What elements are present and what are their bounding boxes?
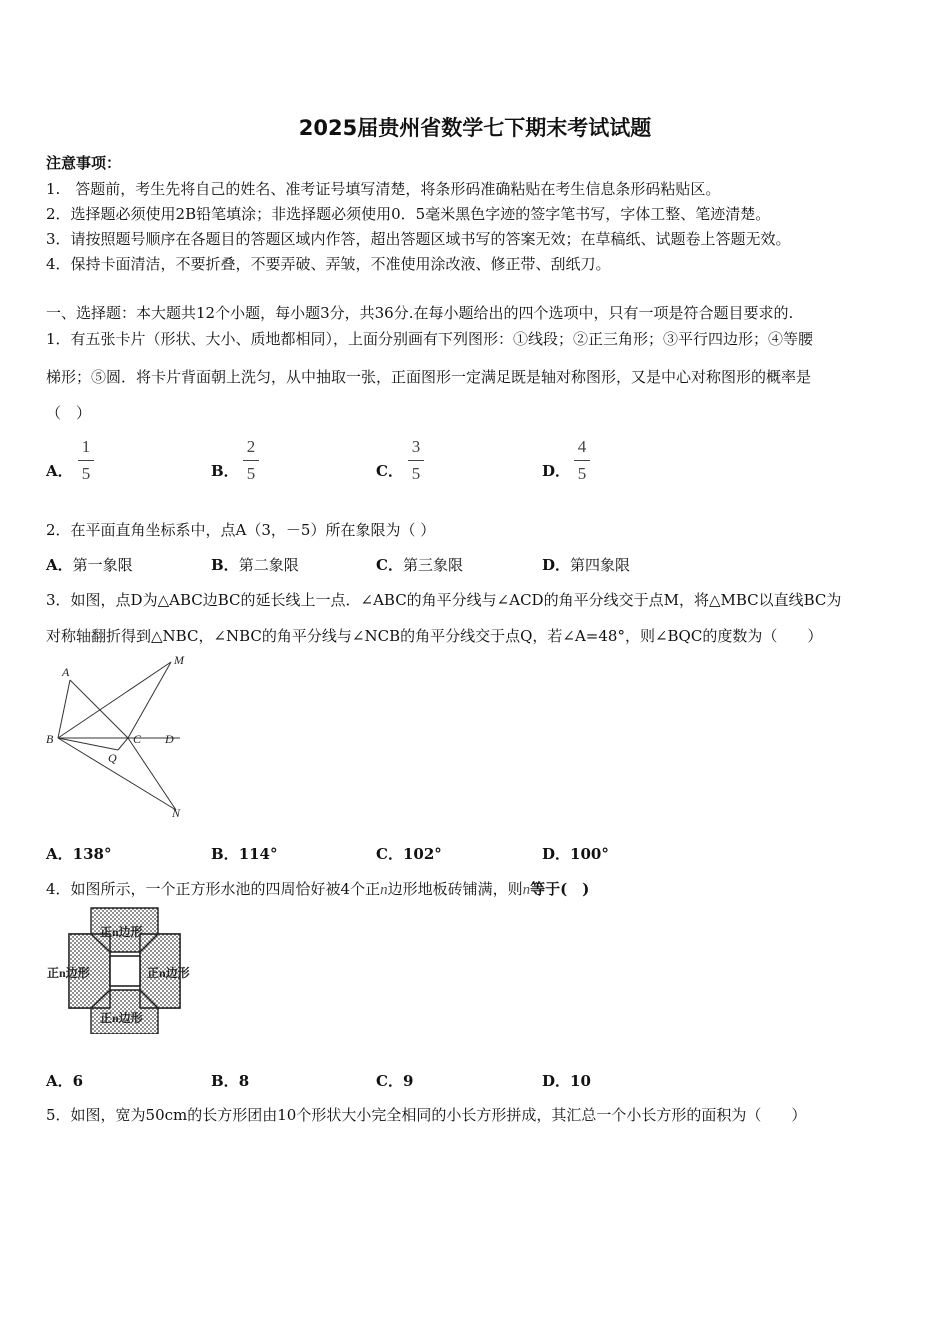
q2-option-a-text: 第一象限 bbox=[72, 556, 133, 574]
segment-cn bbox=[128, 738, 176, 810]
notice-heading: 注意事项： bbox=[46, 154, 122, 172]
q4-option-c-text: 9 bbox=[402, 1072, 414, 1090]
fraction-bar bbox=[243, 460, 259, 461]
q3-geometry-figure bbox=[40, 652, 200, 822]
q2-option-c-text: 第三象限 bbox=[402, 556, 463, 574]
q2-stem: 2．在平面直角坐标系中，点A（3，－5）所在象限为（ ） bbox=[46, 521, 436, 539]
q1-options bbox=[46, 436, 906, 486]
segment-bn bbox=[58, 738, 176, 810]
q4-stem-part-b: 边形地板砖铺满，则 bbox=[387, 880, 523, 898]
q1-stem-line1: 1．有五张卡片（形状、大小、质地都相同），上面分别画有下列图形：①线段；②正三角形；③平行四边形；④等腰 bbox=[46, 330, 814, 348]
q3-stem-line2: 对称轴翻折得到△NBC，∠NBC的角平分线与∠NCB的角平分线交于点Q，若∠A=48°，则∠BQC的度数为（ ） bbox=[46, 627, 823, 645]
fraction-denominator: 5 bbox=[81, 464, 91, 483]
label-a: A bbox=[62, 665, 70, 679]
segment-cq bbox=[118, 738, 128, 750]
fraction-denominator: 5 bbox=[411, 464, 421, 483]
q4-option-d[interactable] bbox=[542, 1070, 591, 1091]
q3-option-a-text: 138° bbox=[72, 845, 112, 863]
section-heading: 一、选择题：本大题共12个小题，每小题3分，共36分.在每小题给出的四个选项中，只有一项是符合题目要求的. bbox=[46, 304, 794, 322]
q2-option-b-letter: B． bbox=[211, 556, 239, 574]
segment-ac bbox=[70, 680, 128, 738]
q1-option-b-letter: B． bbox=[211, 462, 239, 480]
q2-option-a[interactable] bbox=[46, 554, 133, 575]
page-title: 2025届贵州省数学七下期末考试试题 bbox=[298, 116, 652, 140]
q1-option-d-letter: D． bbox=[542, 462, 571, 480]
label-b: B bbox=[46, 732, 54, 746]
q2-option-c-letter: C． bbox=[376, 556, 403, 574]
label-m: M bbox=[174, 653, 184, 667]
segment-bm bbox=[58, 662, 171, 738]
q2-option-b-text: 第二象限 bbox=[238, 556, 299, 574]
notice-item-4: 4．保持卡面清洁，不要折叠，不要弄破、弄皱，不准使用涂改液、修正带、刮纸刀。 bbox=[46, 255, 611, 273]
q3-option-d-text: 100° bbox=[570, 845, 609, 863]
q4-variable-n: n bbox=[380, 882, 388, 898]
q3-option-b[interactable] bbox=[211, 843, 278, 864]
tile-label-bottom: 正n边形 bbox=[100, 1011, 143, 1025]
q2-option-c[interactable] bbox=[376, 554, 463, 575]
fraction-numerator: 3 bbox=[411, 437, 421, 456]
tile-label-right: 正n边形 bbox=[147, 966, 190, 980]
fraction-numerator: 4 bbox=[577, 437, 587, 456]
fraction-numerator: 2 bbox=[246, 437, 256, 456]
q1-option-d-fraction bbox=[574, 436, 590, 485]
segment-ba bbox=[58, 680, 70, 738]
q4-option-a[interactable] bbox=[46, 1070, 83, 1091]
pool-square bbox=[110, 956, 140, 986]
q4-option-b-letter: B． bbox=[211, 1072, 239, 1090]
q1-option-a-fraction bbox=[78, 436, 94, 485]
q3-option-b-letter: B． bbox=[211, 845, 239, 863]
q1-option-b-fraction bbox=[243, 436, 259, 485]
q4-stem-part-c: 等于( ) bbox=[530, 880, 590, 898]
q1-option-a-letter: A． bbox=[46, 462, 73, 480]
fraction-numerator: 1 bbox=[81, 437, 91, 456]
tile-label-left: 正n边形 bbox=[47, 966, 90, 980]
label-n: N bbox=[172, 806, 181, 820]
q3-option-c-letter: C． bbox=[376, 845, 403, 863]
q2-option-a-letter: A． bbox=[46, 556, 73, 574]
label-q: Q bbox=[108, 751, 117, 765]
fraction-bar bbox=[78, 460, 94, 461]
fraction-denominator: 5 bbox=[577, 464, 587, 483]
q3-option-b-text: 114° bbox=[238, 845, 278, 863]
q1-stem-line3: （ ） bbox=[46, 404, 92, 422]
q4-tiling-figure bbox=[44, 904, 212, 1034]
q4-stem-part-a: 4．如图所示，一个正方形水池的四周恰好被4个正 bbox=[46, 880, 381, 898]
q3-option-a-letter: A． bbox=[46, 845, 73, 863]
q2-option-b[interactable] bbox=[211, 554, 299, 575]
fraction-denominator: 5 bbox=[246, 464, 256, 483]
q5-stem: 5．如图，宽为50cm的长方形团由10个形状大小完全相同的小长方形拼成，其汇总一个小长方形的面积为（ ） bbox=[46, 1106, 807, 1124]
fraction-bar bbox=[574, 460, 590, 461]
q2-option-d[interactable] bbox=[542, 554, 630, 575]
segment-cm bbox=[128, 662, 171, 738]
q3-stem-line1: 3．如图，点D为△ABC边BC的延长线上一点．∠ABC的角平分线与∠ACD的角平分线交于点M，将△MBC以直线BC为 bbox=[46, 591, 842, 609]
fraction-bar bbox=[408, 460, 424, 461]
q1-option-c-fraction bbox=[408, 436, 424, 485]
label-c: C bbox=[133, 732, 142, 746]
q1-option-c-letter: C． bbox=[376, 462, 403, 480]
label-d: D bbox=[165, 732, 174, 746]
q3-option-c[interactable] bbox=[376, 843, 442, 864]
q4-option-b-text: 8 bbox=[238, 1072, 250, 1090]
q3-option-d-letter: D． bbox=[542, 845, 571, 863]
q4-option-a-text: 6 bbox=[72, 1072, 84, 1090]
q4-option-c-letter: C． bbox=[376, 1072, 403, 1090]
q2-option-d-letter: D． bbox=[542, 556, 571, 574]
q1-stem-line2: 梯形；⑤圆．将卡片背面朝上洗匀，从中抽取一张，正面图形一定满足既是轴对称图形，又是中心对称图形的概率是 bbox=[46, 368, 812, 386]
q3-option-d[interactable] bbox=[542, 843, 609, 864]
q4-variable-n-2: n bbox=[522, 882, 531, 898]
notice-item-3: 3．请按照题号顺序在各题目的答题区域内作答，超出答题区域书写的答案无效；在草稿纸、试题卷上答题无效。 bbox=[46, 230, 791, 248]
q4-stem bbox=[46, 878, 589, 899]
q4-option-d-text: 10 bbox=[570, 1072, 591, 1090]
q4-option-b[interactable] bbox=[211, 1070, 249, 1091]
q4-option-d-letter: D． bbox=[542, 1072, 571, 1090]
q3-option-c-text: 102° bbox=[402, 845, 442, 863]
notice-item-2: 2．选择题必须使用2B铅笔填涂；非选择题必须使用0．5毫米黑色字迹的签字笔书写，字体工整、笔迹清楚。 bbox=[46, 205, 771, 223]
q4-option-a-letter: A． bbox=[46, 1072, 73, 1090]
tile-label-top: 正n边形 bbox=[100, 925, 143, 939]
notice-item-1: 1. 答题前，考生先将自己的姓名、准考证号填写清楚，将条形码准确粘贴在考生信息条形码粘贴区。 bbox=[46, 180, 721, 198]
q2-option-d-text: 第四象限 bbox=[570, 556, 631, 574]
q4-option-c[interactable] bbox=[376, 1070, 413, 1091]
q3-option-a[interactable] bbox=[46, 843, 111, 864]
